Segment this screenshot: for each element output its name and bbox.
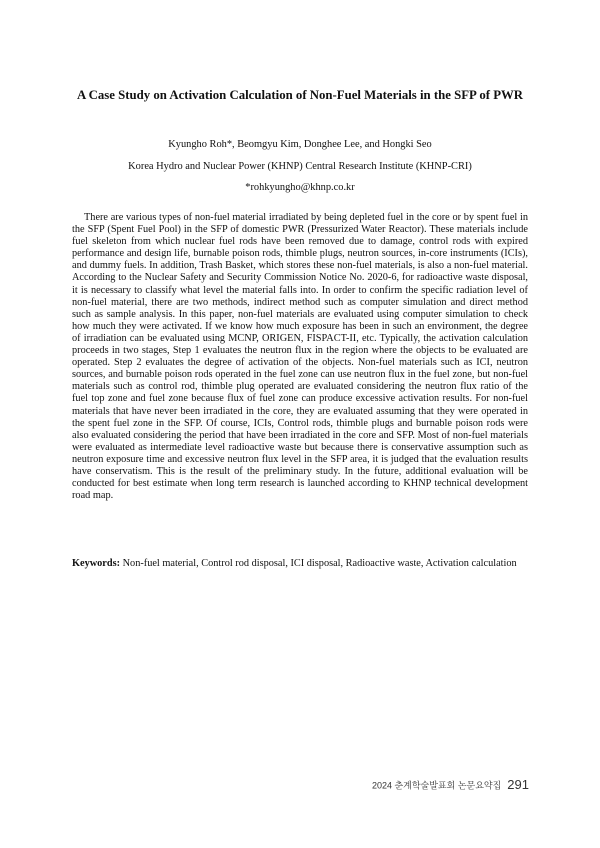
page-number: 291 [507,777,529,793]
proceedings-footer-text: 2024 춘계학술발표회 논문요약집 [371,780,502,791]
author-list: Kyungho Roh*, Beomgyu Kim, Donghee Lee, and Hongki Seo [168,139,432,150]
author-email: *rohkyungho@khnp.co.kr [245,182,355,193]
keywords-label: Keywords: [72,558,121,569]
keywords-text: Non-fuel material, Control rod disposal, ICI disposal, Radioactive waste, Activation calculation [122,558,517,569]
page-footer [372,776,529,794]
affiliation: Korea Hydro and Nuclear Power (KHNP) Central Research Institute (KHNP-CRI) [128,161,472,172]
paper-title: A Case Study on Activation Calculation of Non-Fuel Materials in the SFP of PWR [76,88,524,102]
keywords-line [72,558,528,570]
abstract-body: There are various types of non-fuel material irradiated by being depleted fuel in the core or by spent fuel in the SFP (Spent Fuel Pool) in the SFP of domestic PWR (Pressurized Water Reactor). These materials include fuel skeleton from which nuclear fuel rods have been removed due to damage, control rods with expired performance and design life, burnable poison rods, thimble plugs, neutron sources, in-core instruments (ICIs), and dummy fuels. In addition, Trash Basket, which stores these non-fuel materials, is also a non-fuel material. According to the Nuclear Safety and Security Commission Notice No. 2020-6, for radioactive waste disposal, it is necessary to classify what level the material falls into. In order to confirm the specific radiation level of non-fuel material, there are two methods, indirect method such as computer simulation and direct method such as sample analysis. In this paper, non-fuel materials are evaluated using computer simulation to check how much they were activated. If we know how much exposure has been in such an environment, the degree of irradiation can be evaluated using MCNP, ORIGEN, FISPACT-II, etc. Typically, the activation calculation proceeds in two stages, Step 1 evaluates the neutron flux in the region where the objects to be evaluated are operated. Step 2 evaluates the degree of activation of the objects. Non-fuel materials such as ICI, neutron sources, and burnable poison rods operated in the fuel zone can use neutron flux in the fuel zone, but non-fuel materials such as control rod, thimble plug operated are evaluated considering the neutron flux ratio of the fuel top zone and fuel zone because flux of fuel zone can produce excessive activation results. For non-fuel materials that have never been irradiated in the core, they are evaluated assuming that they were operated in the spent fuel zone in the SFP. Of course, ICIs, Control rods, thimble plugs and burnable poison rods were also evaluated considering the period that have been irradiated in the core and SFP. Most of non-fuel materials were evaluated as intermediate level radioactive waste but because there is conservative assumption such as neutron exposure time and excessive neutron flux level in the SFP area, it is judged that the evaluation results have conservatism. This is the result of the preliminary study. In the future, additional evaluation will be conducted for best estimate when long term research is launched according to KHNP technical development road map. [72,212,528,502]
